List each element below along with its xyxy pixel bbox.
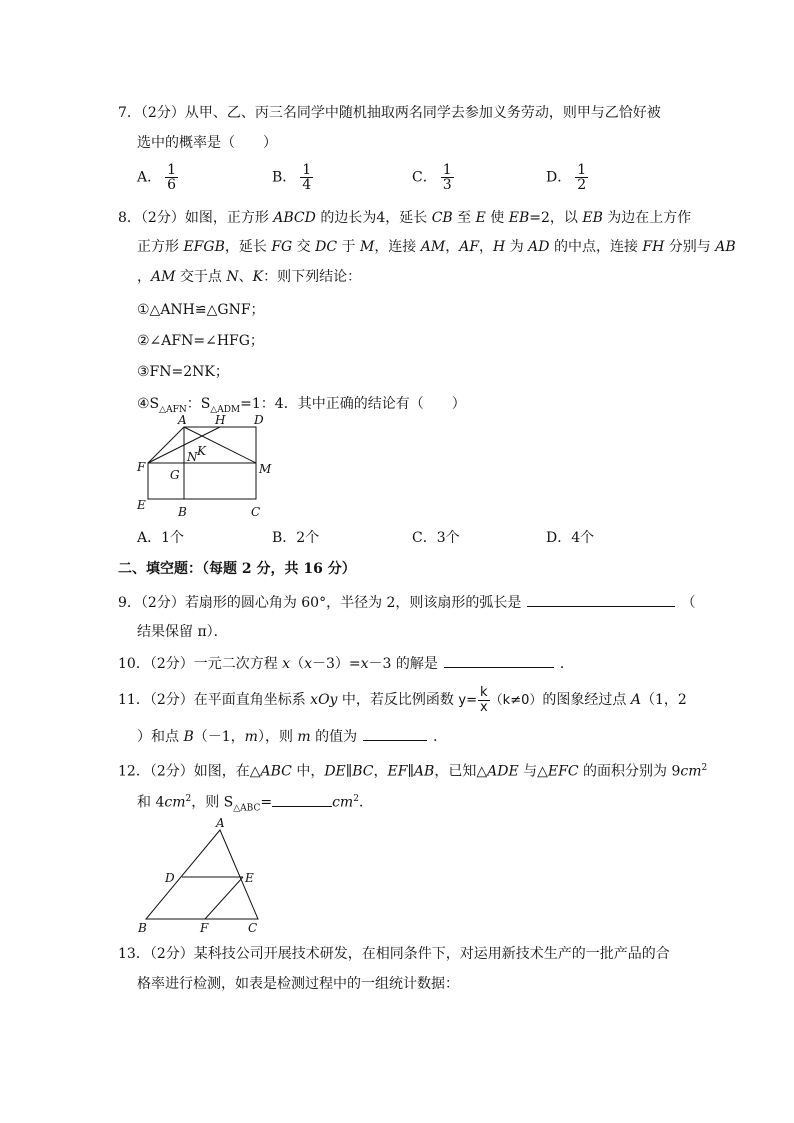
label-k: K [197,444,206,458]
q7-option-b: B． $\frac{1}{4}$ [272,162,312,193]
q9-answer-blank[interactable] [527,592,675,607]
label-b: B [178,505,187,519]
label-m: M [259,462,272,476]
label-b: B [138,921,147,935]
label-e: E [137,498,146,512]
section-heading: 二、填空题：（每题 2 分，共 16 分） [118,561,356,577]
q12-figure [134,815,274,937]
q8-line1: 8．（2分）如图，正方形 ABCD 的边长为4，延长 CB 至 E 使 EB=2，以 EB 为边在上方作 [118,210,692,226]
q12-line2: 和 $4cm^2$，则 $S_{\triangle ABC}= cm^2$． [137,789,373,818]
q13-line1: 13．（2分）某科技公司开展技术研发，在相同条件下，对运用新技术生产的一批产品的合 [118,946,670,962]
label-c: C [251,505,261,519]
q12-answer-blank[interactable] [272,792,332,807]
q11-line2: ）和点 B（－1，m），则 m 的值为 ． [137,726,447,747]
label-a: A [178,414,187,427]
segment-af [148,427,184,463]
label-a: A [216,816,225,830]
q8-option-b: B．2个 [272,530,320,546]
label-h: H [215,414,226,427]
label-e: E [245,871,254,885]
label-f: F [200,921,209,935]
q8-option-c: C．3个 [412,530,460,546]
q9-line2: 结果保留 π）． [137,624,228,640]
q13-line2: 格率进行检测，如表是检测过程中的一组统计数据： [137,976,459,992]
q10-answer-blank[interactable] [444,653,554,668]
q8-conclusion-3: ③FN=2NK； [137,364,229,380]
label-n: N [187,450,198,464]
label-d: D [254,414,264,427]
q11-answer-blank[interactable] [363,726,427,741]
q7-option-a: A． $\frac{1}{6}$ [137,162,177,193]
q8-option-d: D．4个 [546,530,595,546]
triangle-abc [146,830,258,919]
label-c: C [248,921,258,935]
q8-line2: 正方形 EFGB，延长 FG 交 DC 于 M，连接 AM，AF，H 为 AD 的中点，连接 FH 分别与 AB [137,239,736,255]
q7-option-d: D． $\frac{1}{2}$ [546,162,587,193]
q8-conclusion-2: ②∠AFN=∠HFG； [137,333,264,349]
q7-option-c: C． $\frac{1}{3}$ [412,162,452,193]
label-g: G [170,468,180,482]
label-f: F [137,460,146,474]
q8-conclusion-4: $④S_{\triangle AFN}$：$S_{\triangle ADM}=1$：4．其中正确的结论有（ ） [137,396,466,415]
q7-line2: 选中的概率是（ ） [137,135,277,151]
q11-equation: y= $\frac{k}{x}$ （k≠0） [458,685,543,715]
q12-line1: 12．（2分）如图，在△ABC 中，DE∥BC，EF∥AB，已知△ADE 与△EFC 的面积分别为 $9cm^2$ [118,763,708,780]
q10-line: 10．（2分）一元二次方程 x（x－3）=x－3 的解是 ． [118,653,574,674]
q7-line1: 7．（2分）从甲、乙、丙三名同学中随机抽取两名同学去参加义务劳动，则甲与乙恰好被 [118,105,661,121]
segment-ef [205,877,243,919]
q8-option-a: A．1个 [137,530,185,546]
q8-figure [132,414,282,522]
q8-line3: ，AM 交于点 N、K：则下列结论： [137,269,362,285]
label-d: D [165,871,175,885]
q8-conclusion-1: ①△ANH≌△GNF； [137,302,265,318]
q11-line1: 11．（2分）在平面直角坐标系 xOy 中，若反比例函数 y= $\frac{k}{x}$ （k≠0）的图象经过点 A（1，2 [118,685,687,715]
q9-line1: 9．（2分）若扇形的圆心角为 60°，半径为 2，则该扇形的弧长是 （ [118,592,695,613]
